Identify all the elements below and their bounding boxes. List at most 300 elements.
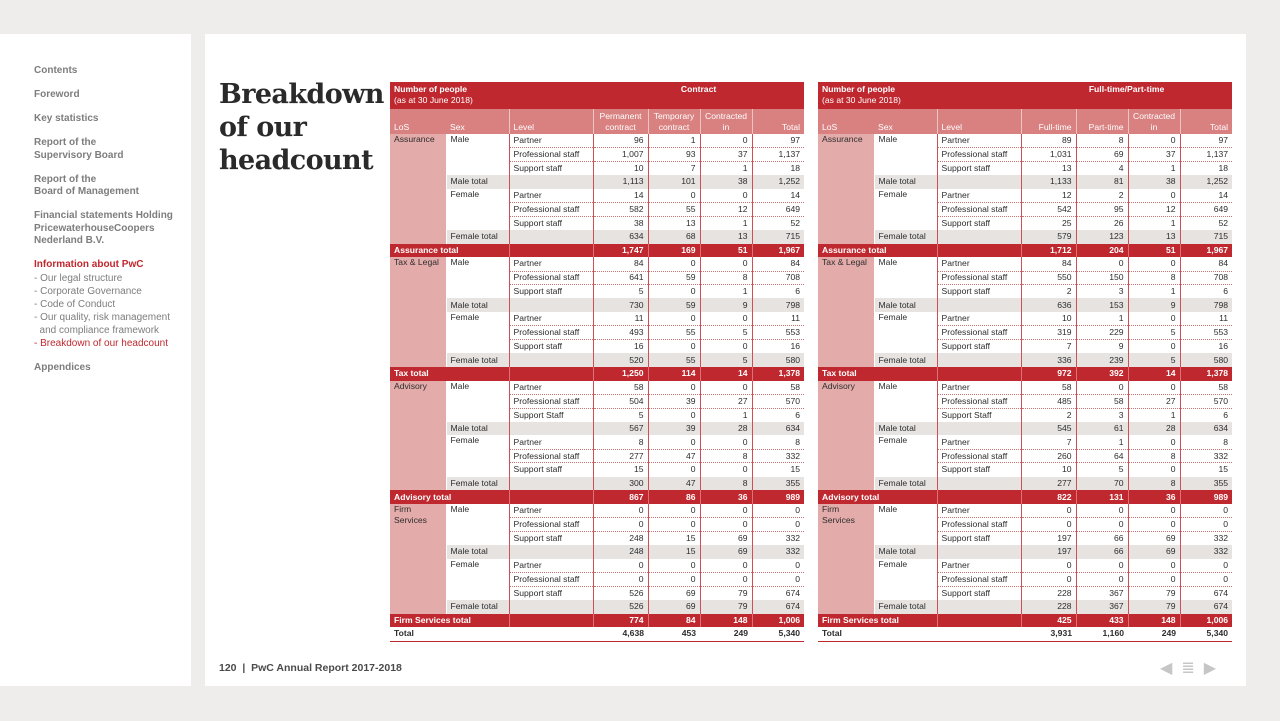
grand-total-value: 5,340: [752, 627, 804, 641]
value-cell: 0: [648, 408, 700, 422]
next-page-icon[interactable]: ▶: [1203, 660, 1217, 677]
subtotal-label: Female total: [874, 353, 937, 367]
level-cell: Support staff: [509, 463, 593, 477]
subtotal-value: 798: [1180, 298, 1232, 312]
value-cell: 0: [1128, 504, 1180, 518]
level-cell: Support staff: [509, 216, 593, 230]
group-total-label: Firm Services total: [818, 614, 937, 628]
subtotal-empty: [509, 477, 593, 491]
subtotal-value: 634: [1180, 422, 1232, 436]
nav-subitem[interactable]: - Corporate Governance: [34, 285, 142, 297]
value-cell: 58: [752, 381, 804, 395]
value-cell: 13: [648, 216, 700, 230]
value-cell: 89: [1021, 134, 1076, 148]
value-cell: 0: [1076, 559, 1128, 573]
subtotal-value: 5: [700, 353, 752, 367]
level-cell: Partner: [937, 189, 1021, 203]
grand-total-value: 249: [700, 627, 752, 641]
nav-item[interactable]: Foreword: [34, 89, 80, 100]
value-cell: 0: [648, 435, 700, 449]
level-cell: Partner: [509, 559, 593, 573]
value-cell: 550: [1021, 271, 1076, 285]
level-cell: Partner: [937, 435, 1021, 449]
page-title: Breakdown of our headcount: [219, 79, 384, 176]
page-footer: 120 | PwC Annual Report 2017-2018: [219, 662, 402, 674]
level-cell: Support staff: [937, 340, 1021, 354]
group-total-value: 204: [1076, 244, 1128, 258]
nav-item[interactable]: Report of the Supervisory Board: [34, 137, 124, 161]
value-cell: 0: [700, 257, 752, 271]
nav-subitem[interactable]: - Our legal structure: [34, 272, 123, 284]
content-panel: [205, 34, 1246, 686]
subtotal-value: 355: [752, 477, 804, 491]
subtotal-value: 248: [593, 545, 648, 559]
subtotal-value: 355: [1180, 477, 1232, 491]
value-cell: 0: [648, 518, 700, 532]
subtotal-empty: [509, 230, 593, 244]
value-cell: 7: [1021, 340, 1076, 354]
value-cell: 332: [752, 531, 804, 545]
value-cell: 0: [1128, 435, 1180, 449]
level-cell: Partner: [509, 189, 593, 203]
group-total-value: 774: [593, 614, 648, 628]
value-cell: 1,031: [1021, 148, 1076, 162]
subtotal-value: 567: [593, 422, 648, 436]
nav-item[interactable]: Key statistics: [34, 113, 99, 124]
value-cell: 0: [1128, 573, 1180, 587]
value-cell: 0: [700, 435, 752, 449]
value-cell: 5: [1076, 463, 1128, 477]
subtotal-label: Male total: [874, 298, 937, 312]
level-cell: Support Staff: [509, 408, 593, 422]
value-cell: 649: [752, 203, 804, 217]
value-cell: 52: [1180, 216, 1232, 230]
level-cell: Professional staff: [509, 326, 593, 340]
value-cell: 26: [1076, 216, 1128, 230]
subtotal-value: 101: [648, 175, 700, 189]
value-cell: 248: [593, 531, 648, 545]
level-cell: Support staff: [509, 161, 593, 175]
value-cell: 0: [1180, 504, 1232, 518]
sex-cell: Male: [450, 503, 470, 514]
value-cell: 0: [700, 559, 752, 573]
value-cell: 79: [1128, 586, 1180, 600]
value-cell: 15: [593, 463, 648, 477]
level-cell: Professional staff: [937, 449, 1021, 463]
group-total-value: 1,712: [1021, 244, 1076, 258]
value-cell: 674: [1180, 586, 1232, 600]
level-cell: Professional staff: [509, 449, 593, 463]
value-cell: 0: [1128, 257, 1180, 271]
header-title: Number of people: [394, 84, 468, 94]
value-cell: 553: [1180, 326, 1232, 340]
subtotal-value: 47: [648, 477, 700, 491]
value-cell: 37: [700, 148, 752, 162]
value-cell: 27: [1128, 394, 1180, 408]
previous-page-icon[interactable]: ◀: [1160, 660, 1173, 677]
subtotal-value: 79: [1128, 600, 1180, 614]
value-cell: 0: [700, 573, 752, 587]
group-total-value: 972: [1021, 367, 1076, 381]
menu-icon[interactable]: ≣: [1181, 660, 1195, 677]
subtotal-value: 15: [648, 545, 700, 559]
subtotal-empty: [509, 175, 593, 189]
value-cell: 11: [1180, 312, 1232, 326]
value-cell: 0: [1076, 257, 1128, 271]
value-cell: 542: [1021, 203, 1076, 217]
group-total-label: Tax total: [390, 367, 509, 381]
level-cell: Partner: [509, 257, 593, 271]
nav-subitems: [34, 272, 191, 350]
value-cell: 18: [752, 161, 804, 175]
level-cell: Support staff: [509, 586, 593, 600]
subtotal-label: Male total: [874, 422, 937, 436]
column-header: Level: [937, 109, 1021, 134]
column-header: Part-time: [1076, 109, 1128, 134]
sex-cell: Male: [878, 257, 898, 268]
subtotal-value: 13: [700, 230, 752, 244]
level-cell: Professional staff: [937, 573, 1021, 587]
level-cell: Support staff: [937, 161, 1021, 175]
subtotal-value: 8: [700, 477, 752, 491]
column-header: Temporary contract: [648, 109, 700, 134]
value-cell: 6: [1180, 408, 1232, 422]
subtotal-value: 70: [1076, 477, 1128, 491]
value-cell: 1: [1128, 285, 1180, 299]
value-cell: 0: [752, 559, 804, 573]
group-total-value: 1,967: [752, 244, 804, 258]
value-cell: 582: [593, 203, 648, 217]
subtotal-value: 277: [1021, 477, 1076, 491]
subtotal-value: 81: [1076, 175, 1128, 189]
group-total-empty: [937, 614, 1021, 628]
nav-subitem[interactable]: - Breakdown of our headcount: [34, 337, 168, 349]
value-cell: 570: [1180, 394, 1232, 408]
subtotal-value: 123: [1076, 230, 1128, 244]
value-cell: 0: [648, 559, 700, 573]
grand-total-label: Total: [390, 627, 593, 641]
subtotal-empty: [937, 545, 1021, 559]
nav-item-information-about-pwc[interactable]: Information about PwC: [34, 259, 144, 270]
subtotal-value: 674: [1180, 600, 1232, 614]
subtotal-label: Male total: [446, 545, 509, 559]
subtotal-value: 68: [648, 230, 700, 244]
value-cell: 6: [1180, 285, 1232, 299]
value-cell: 0: [1180, 573, 1232, 587]
group-total-value: 36: [700, 490, 752, 504]
value-cell: 13: [1021, 161, 1076, 175]
subtotal-empty: [509, 298, 593, 312]
value-cell: 708: [1180, 271, 1232, 285]
value-cell: 553: [752, 326, 804, 340]
value-cell: 55: [648, 326, 700, 340]
value-cell: 0: [1076, 518, 1128, 532]
column-header: Contracted in: [700, 109, 752, 134]
los-cell: Assurance: [818, 134, 874, 244]
value-cell: 52: [752, 216, 804, 230]
level-cell: Partner: [937, 559, 1021, 573]
group-total-value: 14: [1128, 367, 1180, 381]
subtotal-empty: [937, 477, 1021, 491]
sex-cell: Male: [878, 134, 898, 144]
subtotal-value: 367: [1076, 600, 1128, 614]
value-cell: 79: [700, 586, 752, 600]
subtotal-value: 153: [1076, 298, 1128, 312]
value-cell: 0: [752, 518, 804, 532]
value-cell: 16: [1180, 340, 1232, 354]
value-cell: 8: [1128, 449, 1180, 463]
level-cell: Partner: [509, 504, 593, 518]
level-cell: Partner: [937, 381, 1021, 395]
subtotal-empty: [509, 600, 593, 614]
value-cell: 4: [1076, 161, 1128, 175]
nav-item[interactable]: Contents: [34, 65, 78, 76]
value-cell: 97: [752, 134, 804, 148]
value-cell: 8: [700, 449, 752, 463]
los-cell: Advisory: [390, 381, 446, 491]
subtotal-value: 580: [752, 353, 804, 367]
value-cell: 1: [700, 161, 752, 175]
value-cell: 5: [593, 408, 648, 422]
value-cell: 228: [1021, 586, 1076, 600]
group-total-empty: [509, 490, 593, 504]
value-cell: 59: [648, 271, 700, 285]
value-cell: 0: [593, 573, 648, 587]
value-cell: 6: [752, 408, 804, 422]
value-cell: 0: [648, 312, 700, 326]
value-cell: 9: [1076, 340, 1128, 354]
header-title: Number of people: [822, 84, 896, 94]
group-total-value: 84: [648, 614, 700, 628]
group-total-value: 14: [700, 367, 752, 381]
value-cell: 6: [752, 285, 804, 299]
column-header: Sex: [874, 109, 937, 134]
value-cell: 0: [700, 189, 752, 203]
value-cell: 0: [700, 381, 752, 395]
value-cell: 84: [752, 257, 804, 271]
column-header: Level: [509, 109, 593, 134]
sex-cell: Female: [878, 188, 908, 199]
value-cell: 1: [1128, 216, 1180, 230]
value-cell: 1: [648, 134, 700, 148]
value-cell: 0: [1128, 518, 1180, 532]
group-total-value: 867: [593, 490, 648, 504]
value-cell: 95: [1076, 203, 1128, 217]
subtotal-empty: [937, 230, 1021, 244]
nav-item[interactable]: Report of the Board of Management: [34, 173, 140, 197]
value-cell: 332: [752, 449, 804, 463]
column-header: LoS: [390, 109, 446, 134]
value-cell: 0: [752, 573, 804, 587]
subtotal-value: 580: [1180, 353, 1232, 367]
value-cell: 2: [1021, 285, 1076, 299]
subtotal-value: 634: [752, 422, 804, 436]
value-cell: 708: [752, 271, 804, 285]
value-cell: 5: [1128, 326, 1180, 340]
value-cell: 0: [700, 340, 752, 354]
level-cell: Partner: [937, 134, 1021, 148]
value-cell: 5: [593, 285, 648, 299]
group-total-value: 131: [1076, 490, 1128, 504]
value-cell: 0: [1128, 189, 1180, 203]
value-cell: 260: [1021, 449, 1076, 463]
value-cell: 1: [700, 216, 752, 230]
subtotal-value: 9: [700, 298, 752, 312]
group-total-value: 1,378: [752, 367, 804, 381]
value-cell: 69: [1076, 148, 1128, 162]
value-cell: 0: [700, 504, 752, 518]
subtotal-value: 55: [648, 353, 700, 367]
nav-item-appendices[interactable]: Appendices: [34, 361, 91, 373]
value-cell: 58: [1021, 381, 1076, 395]
group-total-label: Assurance total: [390, 244, 509, 258]
subtotal-label: Male total: [874, 175, 937, 189]
value-cell: 10: [1021, 312, 1076, 326]
value-cell: 3: [1076, 285, 1128, 299]
value-cell: 0: [1128, 340, 1180, 354]
header-subtitle: (as at 30 June 2018): [822, 95, 901, 105]
value-cell: 55: [648, 203, 700, 217]
value-cell: 1: [700, 408, 752, 422]
subtotal-value: 1,133: [1021, 175, 1076, 189]
nav-subitem[interactable]: - Code of Conduct: [34, 298, 116, 310]
value-cell: 12: [700, 203, 752, 217]
subtotal-label: Female total: [446, 353, 509, 367]
subtotal-value: 798: [752, 298, 804, 312]
value-cell: 96: [593, 134, 648, 148]
value-cell: 15: [752, 463, 804, 477]
group-total-empty: [937, 367, 1021, 381]
value-cell: 485: [1021, 394, 1076, 408]
value-cell: 15: [648, 531, 700, 545]
value-cell: 504: [593, 394, 648, 408]
column-header: Full-time: [1021, 109, 1076, 134]
value-cell: 37: [1128, 148, 1180, 162]
subtotal-value: 38: [1128, 175, 1180, 189]
group-total-value: 433: [1076, 614, 1128, 628]
value-cell: 66: [1076, 531, 1128, 545]
sex-cell: Female: [878, 558, 908, 569]
level-cell: Professional staff: [509, 271, 593, 285]
subtotal-empty: [937, 600, 1021, 614]
value-cell: 0: [1021, 518, 1076, 532]
subtotal-value: 197: [1021, 545, 1076, 559]
subtotal-value: 8: [1128, 477, 1180, 491]
value-cell: 0: [648, 463, 700, 477]
value-cell: 16: [593, 340, 648, 354]
value-cell: 0: [1128, 559, 1180, 573]
value-cell: 69: [700, 531, 752, 545]
level-cell: Professional staff: [937, 518, 1021, 532]
value-cell: 526: [593, 586, 648, 600]
group-total-empty: [509, 614, 593, 628]
sex-cell: Male: [450, 380, 470, 391]
sidebar-nav: [0, 34, 191, 686]
value-cell: 1,007: [593, 148, 648, 162]
subtotal-value: 66: [1076, 545, 1128, 559]
sex-cell: Male: [878, 503, 898, 514]
group-total-value: 1,006: [752, 614, 804, 628]
value-cell: 64: [1076, 449, 1128, 463]
level-cell: Support staff: [937, 586, 1021, 600]
value-cell: 8: [1076, 134, 1128, 148]
value-cell: 58: [593, 381, 648, 395]
level-cell: Support staff: [937, 216, 1021, 230]
value-cell: 11: [752, 312, 804, 326]
value-cell: 0: [1128, 381, 1180, 395]
grand-total-value: 249: [1128, 627, 1180, 641]
sex-cell: Male: [450, 134, 470, 144]
value-cell: 0: [1021, 573, 1076, 587]
level-cell: Support staff: [509, 531, 593, 545]
level-cell: Support staff: [937, 531, 1021, 545]
subtotal-value: 239: [1076, 353, 1128, 367]
sex-cell: Female: [878, 312, 908, 323]
subtotal-value: 38: [700, 175, 752, 189]
subtotal-value: 228: [1021, 600, 1076, 614]
value-cell: 58: [1076, 394, 1128, 408]
subtotal-value: 13: [1128, 230, 1180, 244]
subtotal-value: 715: [752, 230, 804, 244]
subtotal-value: 332: [1180, 545, 1232, 559]
value-cell: 649: [1180, 203, 1232, 217]
group-total-label: Advisory total: [818, 490, 937, 504]
subtotal-value: 9: [1128, 298, 1180, 312]
sex-cell: Male: [450, 257, 470, 268]
subtotal-value: 634: [593, 230, 648, 244]
value-cell: 1: [1076, 435, 1128, 449]
group-total-value: 1,967: [1180, 244, 1232, 258]
value-cell: 3: [1076, 408, 1128, 422]
subtotal-label: Female total: [446, 600, 509, 614]
subtotal-empty: [509, 545, 593, 559]
column-header: Sex: [446, 109, 509, 134]
value-cell: 39: [648, 394, 700, 408]
value-cell: 8: [752, 435, 804, 449]
value-cell: 47: [648, 449, 700, 463]
value-cell: 0: [1076, 381, 1128, 395]
los-cell: Assurance: [390, 134, 446, 244]
group-total-value: 425: [1021, 614, 1076, 628]
subtotal-label: Female total: [874, 230, 937, 244]
value-cell: 1,137: [752, 148, 804, 162]
value-cell: 229: [1076, 326, 1128, 340]
sex-cell: Female: [450, 188, 480, 199]
level-cell: Professional staff: [509, 203, 593, 217]
value-cell: 674: [752, 586, 804, 600]
subtotal-value: 674: [752, 600, 804, 614]
nav-subitem[interactable]: - Our quality, risk management and compliance framework: [34, 311, 170, 336]
grand-total-value: 3,931: [1021, 627, 1076, 641]
subtotal-value: 715: [1180, 230, 1232, 244]
value-cell: 277: [593, 449, 648, 463]
nav-item[interactable]: Financial statements Holding PricewaterhouseCoopers Nederland B.V.: [34, 210, 173, 246]
subtotal-label: Female total: [446, 230, 509, 244]
value-cell: 332: [1180, 531, 1232, 545]
value-cell: 0: [648, 381, 700, 395]
value-cell: 0: [648, 189, 700, 203]
value-cell: 0: [593, 518, 648, 532]
group-total-value: 36: [1128, 490, 1180, 504]
group-total-value: 51: [700, 244, 752, 258]
value-cell: 0: [648, 285, 700, 299]
subtotal-label: Male total: [446, 175, 509, 189]
value-cell: 0: [1021, 559, 1076, 573]
group-total-empty: [937, 490, 1021, 504]
sex-cell: Female: [450, 312, 480, 323]
value-cell: 367: [1076, 586, 1128, 600]
value-cell: 2: [1021, 408, 1076, 422]
